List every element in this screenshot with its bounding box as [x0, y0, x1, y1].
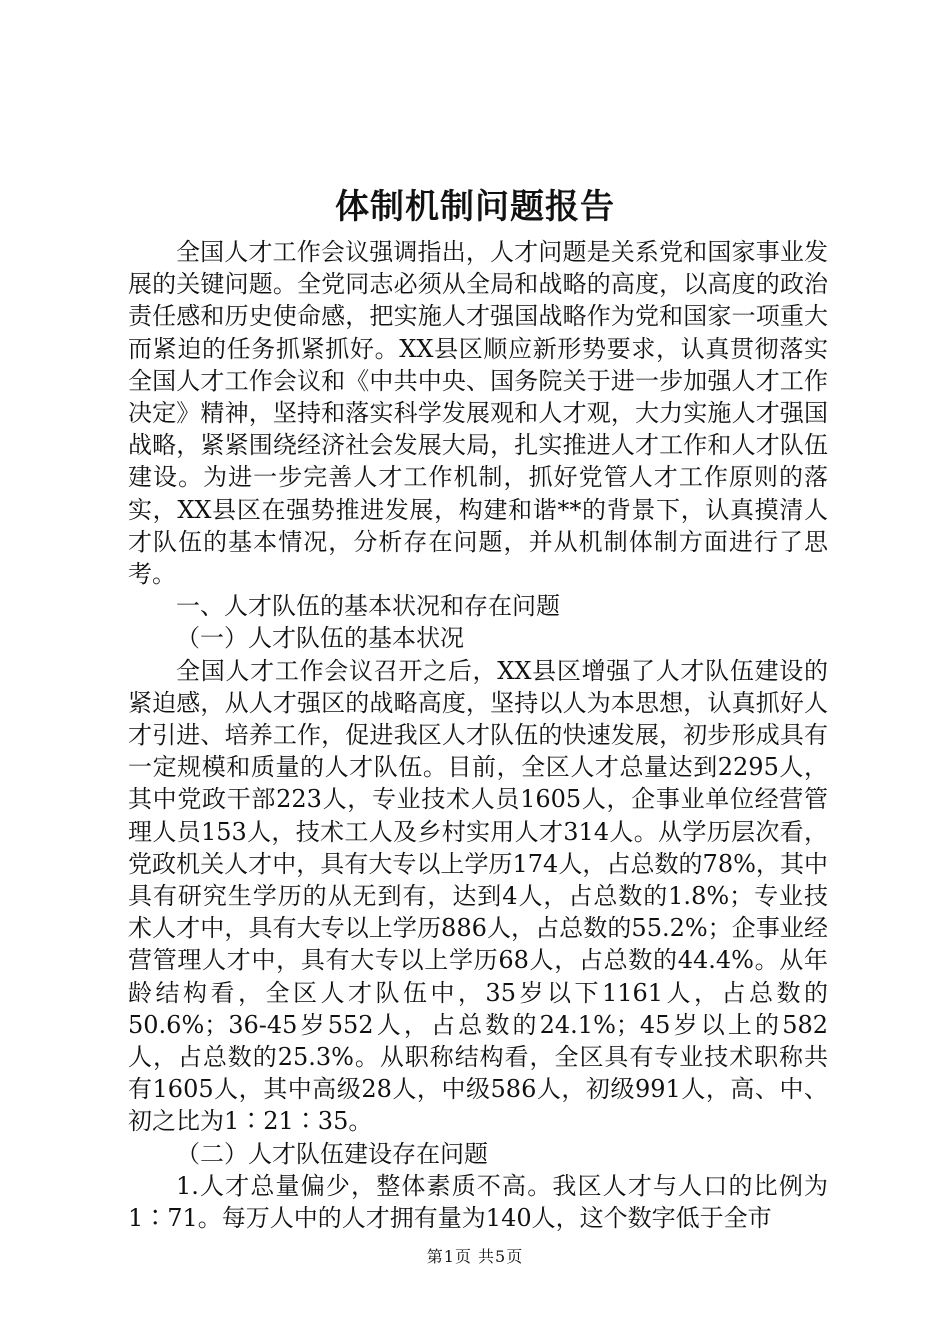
intro-paragraph: 全国人才工作会议强调指出，人才问题是关系党和国家事业发展的关键问题。全党同志必须从全局和战略的高度，以高度的政治责任感和历史使命感，把实施人才强国战略作为党和国家一项重大而紧迫的任务抓紧抓好。XX县区顺应新形势要求，认真贯彻落实全国人才工作会议和《中共中央、国务院关于进一步加强人才工作决定》精神，坚持和落实科学发展观和人才观，大力实施人才强国战略，紧紧围绕经济社会发展大局，扎实推进人才工作和人才队伍建设。为进一步完善人才工作机制，抓好党管人才工作原则的落实，XX县区在强势推进发展，构建和谐**的背景下，认真摸清人才队伍的基本情况，分析存在问题，并从机制体制方面进行了思考。	[128, 238, 828, 589]
section-heading-1: 一、人才队伍的基本状况和存在问题	[176, 592, 560, 621]
document-title: 体制机制问题报告	[335, 187, 615, 227]
subsection-heading-1: （一）人才队伍的基本状况	[176, 624, 464, 653]
document-body	[128, 236, 828, 1234]
subsection-heading-2: （二）人才队伍建设存在问题	[176, 1139, 488, 1168]
basic-status-paragraph: 全国人才工作会议召开之后，XX县区增强了人才队伍建设的紧迫感，从人才强区的战略高度，坚持以人为本思想，认真抓好人才引进、培养工作，促进我区人才队伍的快速发展，初步形成具有一定规模和质量的人才队伍。目前，全区人才总量达到2295人，其中党政干部223人，专业技术人员1605人，企事业单位经营管理人员153人，技术工人及乡村实用人才314人。从学历层次看，党政机关人才中，具有大专以上学历174人，占总数的78%，其中具有研究生学历的从无到有，达到4人，占总数的1.8%；专业技术人才中，具有大专以上学历886人，占总数的55.2%；企事业经营管理人才中，具有大专以上学历68人，占总数的44.4%。从年龄结构看，全区人才队伍中，35岁以下1161人，占总数的50.6%；36-45岁552人，占总数的24.1%；45岁以上的582人，占总数的25.3%。从职称结构看，全区具有专业技术职称共有1605人，其中高级28人，中级586人，初级991人，高、中、初之比为1∶21∶35。	[128, 656, 828, 1136]
page-footer: 第1页 共5页	[426, 1247, 524, 1266]
problem-paragraph-1: 1.人才总量偏少，整体素质不高。我区人才与人口的比例为1∶71。每万人中的人才拥有量为140人，这个数字低于全市	[128, 1171, 828, 1233]
